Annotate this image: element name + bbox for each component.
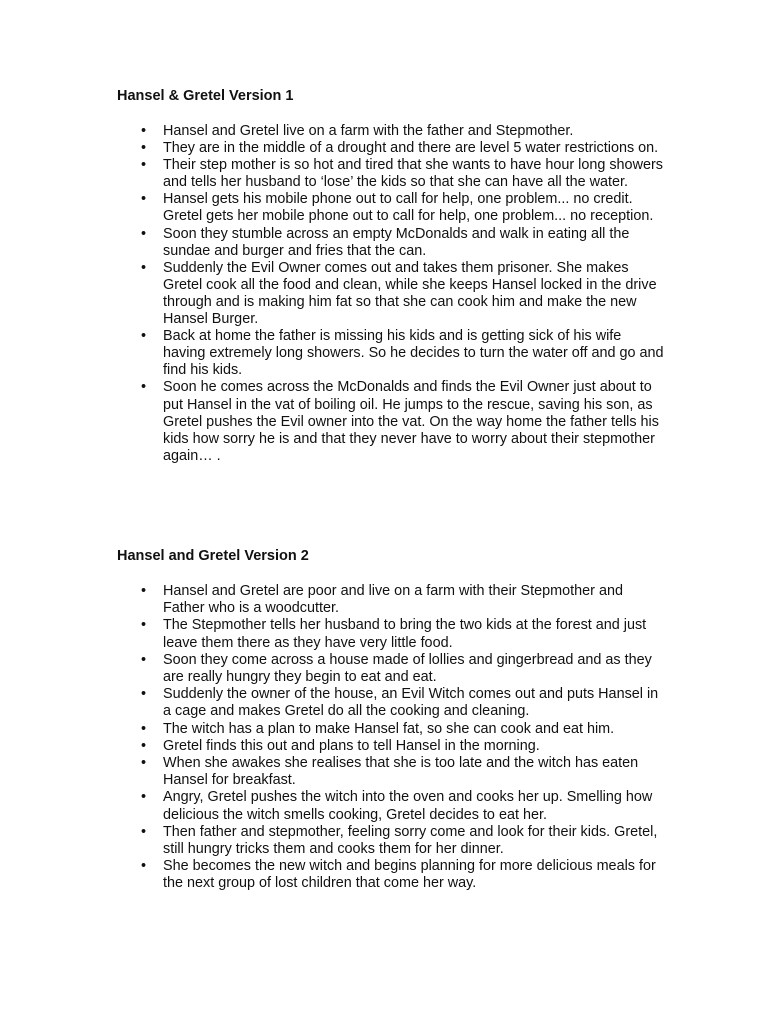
- bullet-text: Soon they stumble across an empty McDonalds and walk in eating all the sundae and burger and fries that the can.: [163, 225, 630, 259]
- version-2-bullet-list: [117, 583, 667, 893]
- bullet-icon: •: [141, 617, 147, 634]
- bullet-text: Soon he comes across the McDonalds and finds the Evil Owner just about to put Hansel in the vat of boiling oil. He jumps to the rescue, saving his son, as Gretel pushes the Evil owner into the vat. On the way home the father tells his kids how sorry he is and that they never have to worry about their stepmother again… .: [163, 379, 659, 464]
- bullet-icon: •: [141, 259, 147, 276]
- bullet-item: [117, 858, 667, 892]
- bullet-text: Suddenly the owner of the house, an Evil Witch comes out and puts Hansel in a cage and makes Gretel do all the cooking and cleaning.: [163, 686, 659, 720]
- bullet-item: [117, 824, 667, 858]
- bullet-item: [117, 328, 667, 379]
- bullet-text: The witch has a plan to make Hansel fat, so she can cook and eat him.: [163, 720, 615, 737]
- bullet-text: Soon they come across a house made of lollies and gingerbread and as they are really hungry they begin to eat and eat.: [163, 651, 652, 686]
- bullet-item: [117, 157, 667, 191]
- bullet-item: [117, 738, 667, 755]
- bullet-icon: •: [141, 123, 147, 139]
- bullet-text: When she awakes she realises that she is too late and the witch has eaten Hansel for breakfast.: [163, 755, 639, 789]
- bullet-icon: •: [141, 379, 147, 396]
- bullet-item: [117, 617, 667, 651]
- version-1-heading: Hansel & Gretel Version 1: [117, 88, 294, 104]
- bullet-item: [117, 191, 667, 225]
- bullet-text: She becomes the new witch and begins planning for more delicious meals for the next group of lost children that come her way.: [163, 858, 656, 892]
- bullet-item: [117, 755, 667, 789]
- bullet-icon: •: [141, 651, 147, 668]
- bullet-text: Back at home the father is missing his kids and is getting sick of his wife having extremely long showers. So he decides to turn the water off and go and find his kids.: [163, 328, 664, 379]
- bullet-icon: •: [141, 583, 147, 599]
- bullet-text: Gretel finds this out and plans to tell Hansel in the morning.: [163, 737, 540, 754]
- bullet-icon: •: [141, 191, 147, 208]
- bullet-text: Suddenly the Evil Owner comes out and takes them prisoner. She makes Gretel cook all the food and clean, while she keeps Hansel locked in the drive through and is making him fat so that she can cook him and make the new Hansel Burger.: [163, 259, 657, 328]
- bullet-icon: •: [141, 789, 147, 806]
- version-2-heading: Hansel and Gretel Version 2: [117, 548, 309, 564]
- bullet-item: [117, 260, 667, 328]
- bullet-icon: •: [141, 157, 147, 174]
- bullet-text: Angry, Gretel pushes the witch into the oven and cooks her up. Smelling how delicious the witch smells cooking, Gretel decides to eat her.: [163, 789, 653, 823]
- bullet-icon: •: [141, 737, 147, 754]
- bullet-text: Hansel and Gretel live on a farm with the father and Stepmother.: [163, 123, 574, 139]
- bullet-icon: •: [141, 858, 147, 875]
- version-1-bullet-list: [117, 123, 667, 465]
- bullet-item: [117, 583, 667, 617]
- bullet-icon: •: [141, 823, 147, 840]
- bullet-item: [117, 379, 667, 464]
- bullet-item: [117, 686, 667, 720]
- bullet-item: [117, 721, 667, 738]
- bullet-text: The Stepmother tells her husband to bring the two kids at the forest and just leave them there as they have very little food.: [163, 617, 647, 651]
- bullet-item: [117, 140, 667, 157]
- bullet-icon: •: [141, 686, 147, 703]
- bullet-item: [117, 652, 667, 686]
- bullet-item: [117, 226, 667, 260]
- bullet-text: They are in the middle of a drought and there are level 5 water restrictions on.: [163, 140, 659, 157]
- bullet-text: Their step mother is so hot and tired that she wants to have hour long showers and tells her husband to ‘lose’ the kids so that she can have all the water.: [163, 157, 663, 191]
- bullet-item: [117, 789, 667, 823]
- bullet-icon: •: [141, 755, 147, 772]
- bullet-icon: •: [141, 140, 147, 157]
- version-2-section: [117, 547, 667, 893]
- bullet-icon: •: [141, 328, 147, 345]
- bullet-text: Hansel gets his mobile phone out to call for help, one problem... no credit. Gretel gets her mobile phone out to call for help, one problem... no reception.: [163, 191, 654, 225]
- bullet-item: [117, 123, 667, 140]
- version-1-section: [117, 87, 667, 465]
- bullet-icon: •: [141, 720, 147, 737]
- bullet-icon: •: [141, 225, 147, 242]
- bullet-text: Then father and stepmother, feeling sorry come and look for their kids. Gretel, still hungry tricks them and cooks them for her dinner.: [163, 823, 658, 858]
- bullet-text: Hansel and Gretel are poor and live on a farm with their Stepmother and Father who is a woodcutter.: [163, 583, 623, 617]
